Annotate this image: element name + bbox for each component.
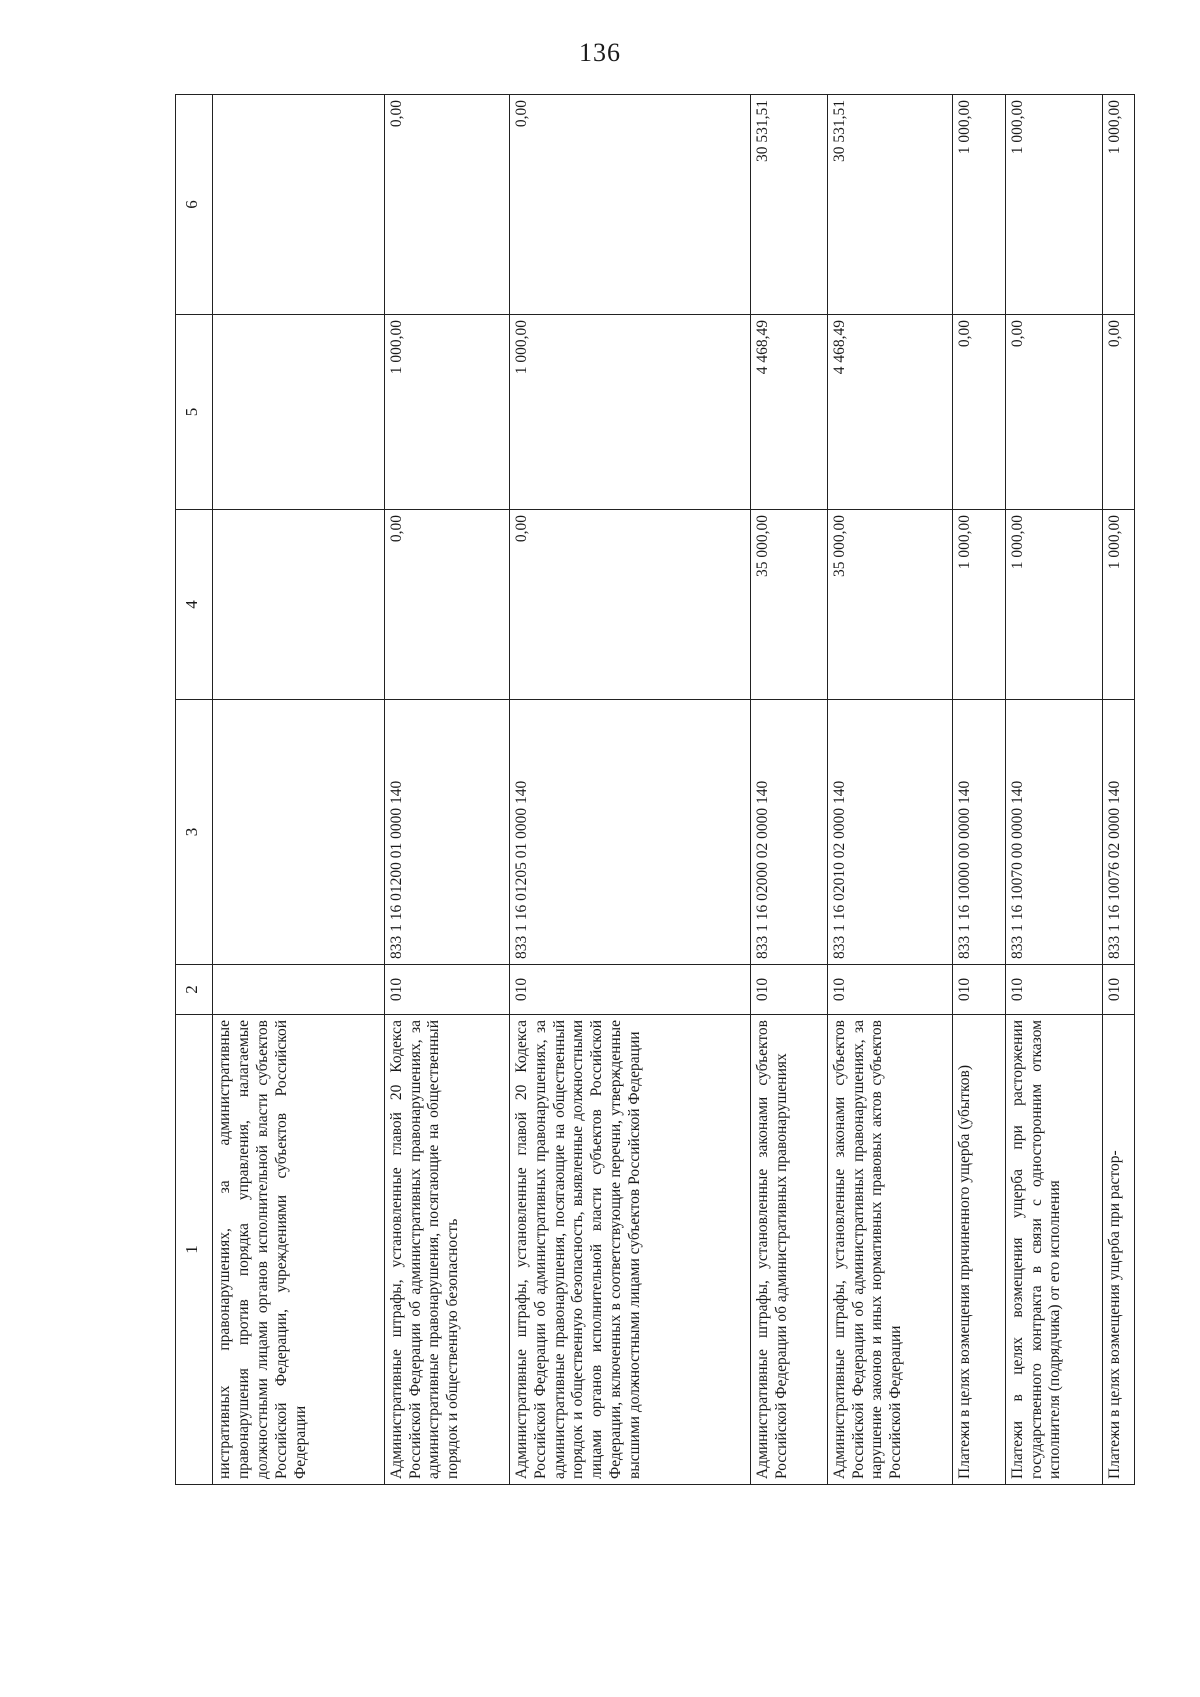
row-col6-value: [213, 95, 385, 315]
column-header-5: 5: [176, 315, 213, 510]
row-col6-value: 1 000,00: [952, 95, 1005, 315]
table-row: [1103, 95, 1135, 1485]
row-col4-value: 0,00: [384, 510, 509, 700]
row-col5-value: 0,00: [1005, 315, 1102, 510]
row-col6-value: 1 000,00: [1103, 95, 1135, 315]
row-col4-value: 1 000,00: [952, 510, 1005, 700]
header-row: [176, 95, 213, 1485]
row-col4-value: 0,00: [509, 510, 751, 700]
row-name: Административные штрафы, установленные законами субъектов Российской Федерации об административных правонарушениях, за нарушение законов и иных нормативных правовых актов субъектов Российской Федерации: [827, 1015, 952, 1485]
column-header-6: 6: [176, 95, 213, 315]
row-col6-value: 30 531,51: [827, 95, 952, 315]
row-col4-value: 35 000,00: [751, 510, 827, 700]
table-row: [952, 95, 1005, 1485]
row-budget-code: 833 1 16 10070 00 0000 140: [1005, 700, 1102, 965]
row-col5-value: 0,00: [1103, 315, 1135, 510]
row-col6-value: 30 531,51: [751, 95, 827, 315]
row-line-code: 010: [827, 965, 952, 1015]
table-row: [213, 95, 385, 1485]
budget-table: [175, 94, 1135, 1485]
table-row: [827, 95, 952, 1485]
row-line-code: 010: [1005, 965, 1102, 1015]
row-budget-code: 833 1 16 01205 01 0000 140: [509, 700, 751, 965]
column-header-4: 4: [176, 510, 213, 700]
row-col4-value: 1 000,00: [1103, 510, 1135, 700]
row-line-code: 010: [751, 965, 827, 1015]
table-row: [751, 95, 827, 1485]
row-budget-code: 833 1 16 02010 02 0000 140: [827, 700, 952, 965]
column-header-3: 3: [176, 700, 213, 965]
table-row: [384, 95, 509, 1485]
row-col4-value: 35 000,00: [827, 510, 952, 700]
row-col6-value: 0,00: [384, 95, 509, 315]
row-col5-value: 4 468,49: [751, 315, 827, 510]
table-row: [1005, 95, 1102, 1485]
row-name: Административные штрафы, установленные законами субъектов Российской Федерации об административных правонарушениях: [751, 1015, 827, 1485]
row-budget-code: [213, 700, 385, 965]
row-line-code: 010: [509, 965, 751, 1015]
column-header-2: 2: [176, 965, 213, 1015]
page-number: 136: [579, 38, 621, 67]
row-col5-value: [213, 315, 385, 510]
row-col5-value: 4 468,49: [827, 315, 952, 510]
row-col5-value: 0,00: [952, 315, 1005, 510]
column-header-1: 1: [176, 1015, 213, 1485]
row-line-code: 010: [384, 965, 509, 1015]
row-budget-code: 833 1 16 10076 02 0000 140: [1103, 700, 1135, 965]
row-col5-value: 1 000,00: [384, 315, 509, 510]
row-name: нистративных правонарушениях, за административные правонарушения против порядка управления, налагаемые должностными лицами органов исполнительной власти субъектов Российской Федерации, учреждениями субъектов Российской Федерации: [213, 1015, 385, 1485]
row-name: Платежи в целях возмещения ущерба при расторжении государственного контракта в связи с односторонним отказом исполнителя (подрядчика) от его исполнения: [1005, 1015, 1102, 1485]
row-col4-value: 1 000,00: [1005, 510, 1102, 700]
row-col6-value: 1 000,00: [1005, 95, 1102, 315]
row-col6-value: 0,00: [509, 95, 751, 315]
row-name: Административные штрафы, установленные главой 20 Кодекса Российской Федерации об административных правонарушениях, за административные правонарушения, посягающие на общественный порядок и общественную безопасность, выявленные должностными лицами органов исполнительной власти субъектов Российской Федерации, включенных в соответствующие перечни, утвержденные высшими должностными лицами субъектов Российской Федерации: [509, 1015, 751, 1485]
row-budget-code: 833 1 16 10000 00 0000 140: [952, 700, 1005, 965]
row-col4-value: [213, 510, 385, 700]
table-row: [509, 95, 751, 1485]
row-line-code: 010: [1103, 965, 1135, 1015]
row-budget-code: 833 1 16 02000 02 0000 140: [751, 700, 827, 965]
row-line-code: 010: [952, 965, 1005, 1015]
row-line-code: [213, 965, 385, 1015]
row-budget-code: 833 1 16 01200 01 0000 140: [384, 700, 509, 965]
row-name: Платежи в целях возмещения ущерба при растор-: [1103, 1015, 1135, 1485]
row-col5-value: 1 000,00: [509, 315, 751, 510]
row-name: Административные штрафы, установленные главой 20 Кодекса Российской Федерации об административных правонарушениях, за административные правонарушения, посягающие на общественный порядок и общественную безопасность: [384, 1015, 509, 1485]
row-name: Платежи в целях возмещения причиненного ущерба (убытков): [952, 1015, 1005, 1485]
rotated-table-container: [175, 95, 1135, 1485]
